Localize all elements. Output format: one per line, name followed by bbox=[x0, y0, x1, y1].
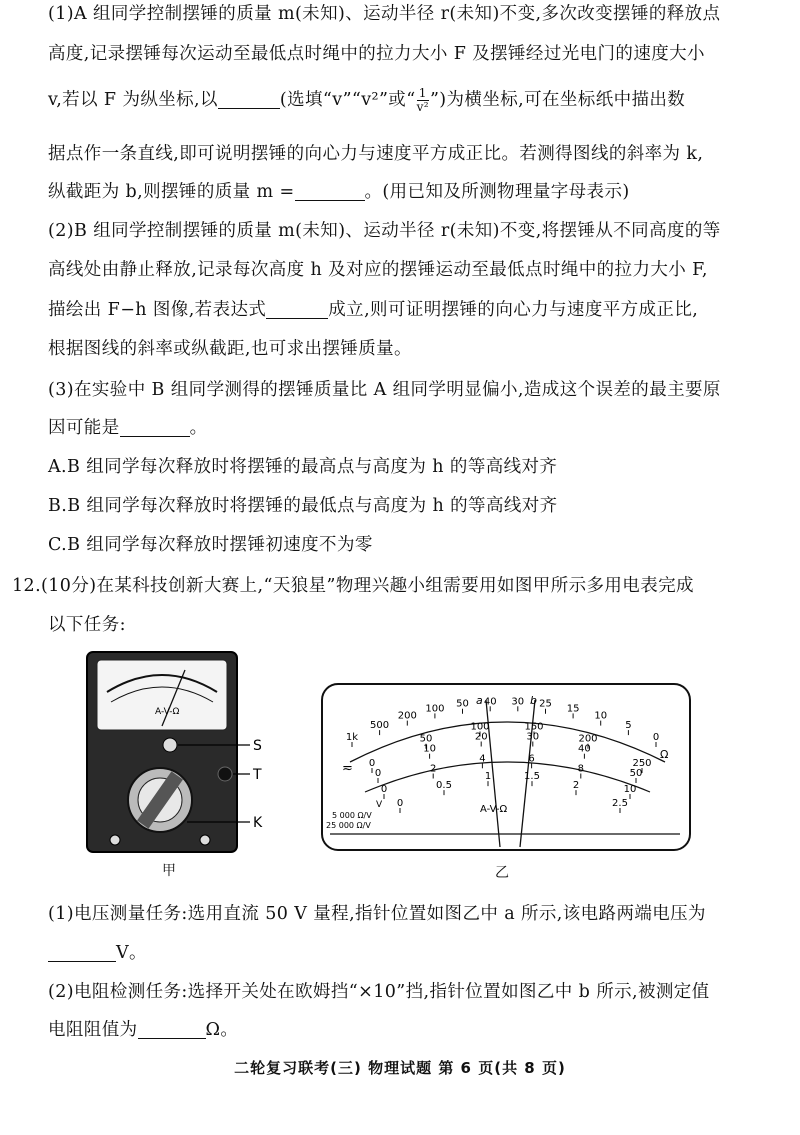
answer-blank-mass[interactable] bbox=[295, 182, 365, 201]
answer-blank-voltage[interactable] bbox=[48, 943, 116, 962]
dc-mark: ≂ bbox=[342, 761, 353, 776]
ohm-tick-label: 1k bbox=[345, 732, 359, 743]
answer-blank-resistance[interactable] bbox=[138, 1020, 206, 1039]
dc25-tick-label: 1.5 bbox=[524, 771, 540, 783]
dc50-tick-label: 40 bbox=[578, 743, 591, 755]
fraction-1-over-v2: $\frac{1}{\text{v²}}$ bbox=[416, 86, 429, 114]
v-mark: V bbox=[376, 800, 383, 810]
yi-face-label: A-V-Ω bbox=[480, 804, 508, 815]
dc250-tick-label: 150 bbox=[524, 721, 544, 733]
sensitivity-1: 5 000 Ω/V bbox=[332, 811, 372, 820]
label-s: S bbox=[253, 738, 262, 754]
ohm-tick-label: 500 bbox=[370, 720, 390, 732]
q12-task1-line2: V。 bbox=[48, 939, 147, 964]
figure-jia-multimeter bbox=[85, 650, 285, 875]
answer-blank-reason[interactable] bbox=[120, 418, 190, 437]
ohm-tick-label: 200 bbox=[397, 710, 417, 722]
dc25-tick-label: 0 bbox=[396, 798, 404, 809]
q11-p1-line4: 据点作一条直线,即可说明摆锤的向心力与速度平方成正比。若测得图线的斜率为 k, bbox=[48, 144, 704, 164]
q11-p1-line2: 高度,记录摆锤每次运动至最低点时绳中的拉力大小 F 及摆锤经过光电门的速度大小 bbox=[48, 44, 705, 64]
figure-yi-dial bbox=[320, 682, 692, 854]
dc10-tick-label: 6 bbox=[528, 753, 535, 765]
q12-task1-line1: (1)电压测量任务:选用直流 50 V 量程,指针位置如图乙中 a 所示,该电路两端电压为 bbox=[48, 904, 706, 924]
ohm-tick-label: 10 bbox=[594, 710, 608, 722]
ohm-tick-label: 0 bbox=[652, 732, 660, 743]
q11-p1-line1: (1)A 组同学控制摆锤的质量 m(未知)、运动半径 r(未知)不变,多次改变摆锤的释放点 bbox=[48, 4, 721, 24]
ohm-tick-label: 50 bbox=[456, 698, 469, 710]
ohm-tick-label: 40 bbox=[483, 696, 497, 708]
ohm-unit: Ω bbox=[660, 748, 669, 761]
dc50-tick-label: 10 bbox=[423, 743, 436, 755]
q11-p2-line1: (2)B 组同学控制摆锤的质量 m(未知)、运动半径 r(未知)不变,将摆锤从不同高度的等 bbox=[48, 221, 721, 241]
q12-heading-line2: 以下任务: bbox=[48, 615, 126, 635]
ohm-tick-label: 25 bbox=[539, 698, 552, 710]
dc50-tick-label: 30 bbox=[526, 731, 540, 743]
pointer-b-label: b bbox=[530, 694, 537, 707]
page-footer: 二轮复习联考(三) 物理试题 第 6 页(共 8 页) bbox=[234, 1059, 566, 1077]
dc25-tick-label: 2 bbox=[572, 780, 580, 792]
dc25-tick-label: 1 bbox=[484, 771, 492, 783]
q11-p2-line3: 描绘出 F−h 图像,若表达式 成立,则可证明摆锤的向心力与速度平方成正比, bbox=[48, 300, 699, 320]
q11-p3-line1: (3)在实验中 B 组同学测得的摆锤质量比 A 组同学明显偏小,造成这个误差的最主要原 bbox=[48, 380, 721, 400]
dc250-tick-label: 250 bbox=[632, 758, 652, 769]
dc250-tick-label: 100 bbox=[470, 721, 490, 733]
label-t: T bbox=[253, 767, 262, 783]
q11-option-b: B.B 组同学每次释放时将摆锤的最低点与高度为 h 的等高线对齐 bbox=[48, 496, 558, 516]
dc25-tick-label: 0.5 bbox=[436, 780, 452, 792]
dc50-tick-label: 50 bbox=[629, 768, 643, 779]
ohm-tick-label: 100 bbox=[425, 703, 445, 715]
q11-p1-line3: v,若以 F 为纵坐标,以 (选填“v”“v²”或“ $\frac{1}{\text{v²}}$ ”)为横坐标,可在坐标纸中描出数 bbox=[48, 86, 686, 114]
jia-face-label: A-V-Ω bbox=[155, 707, 180, 717]
caption-yi: 乙 bbox=[495, 865, 509, 881]
ohm-tick-label: 15 bbox=[566, 703, 580, 715]
q11-option-c: C.B 组同学每次释放时摆锤初速度不为零 bbox=[48, 535, 373, 555]
dc10-tick-label: 4 bbox=[479, 753, 486, 765]
answer-blank-expression[interactable] bbox=[266, 300, 328, 319]
sensitivity-2: 25 000 Ω/V bbox=[326, 821, 371, 830]
dc250-tick-label: 200 bbox=[578, 733, 598, 745]
answer-blank-axis[interactable] bbox=[218, 90, 280, 109]
dc10-tick-label: 10 bbox=[623, 784, 637, 795]
caption-jia: 甲 bbox=[162, 863, 176, 879]
pointer-a-label: a bbox=[476, 694, 483, 707]
q11-p3-line2: 因可能是 。 bbox=[48, 418, 208, 438]
q11-option-a: A.B 组同学每次释放时将摆锤的最高点与高度为 h 的等高线对齐 bbox=[48, 457, 558, 477]
q11-p1-line5: 纵截距为 b,则摆锤的质量 m = 。(用已知及所测物理量字母表示) bbox=[48, 182, 630, 202]
q11-p2-line2: 高线处由静止释放,记录每次高度 h 及对应的摆锤运动至最低点时绳中的拉力大小 F, bbox=[48, 260, 708, 280]
dc25-tick-label: 2.5 bbox=[612, 798, 628, 809]
ohm-tick-label: 5 bbox=[625, 720, 632, 732]
q12-task2-line2: 电阻阻值为 Ω。 bbox=[48, 1020, 239, 1040]
dc50-tick-label: 20 bbox=[474, 731, 488, 743]
dc10-tick-label: 2 bbox=[430, 763, 437, 775]
q11-p2-line4: 根据图线的斜率或纵截距,也可求出摆锤质量。 bbox=[48, 339, 412, 359]
dc250-tick-label: 0 bbox=[368, 758, 376, 769]
ohm-tick-label: 30 bbox=[511, 696, 525, 708]
label-k: K bbox=[253, 815, 263, 831]
dc250-tick-label: 50 bbox=[419, 733, 433, 745]
dc50-tick-label: 0 bbox=[374, 768, 382, 779]
q12-task2-line1: (2)电阻检测任务:选择开关处在欧姆挡“×10”挡,指针位置如图乙中 b 所示,被测定值 bbox=[48, 982, 710, 1002]
dc10-tick-label: 0 bbox=[380, 784, 388, 795]
dc10-tick-label: 8 bbox=[577, 763, 584, 775]
q12-heading-line1: 12.(10分)在某科技创新大赛上,“天狼星”物理兴趣小组需要用如图甲所示多用电表完成 bbox=[12, 576, 694, 596]
